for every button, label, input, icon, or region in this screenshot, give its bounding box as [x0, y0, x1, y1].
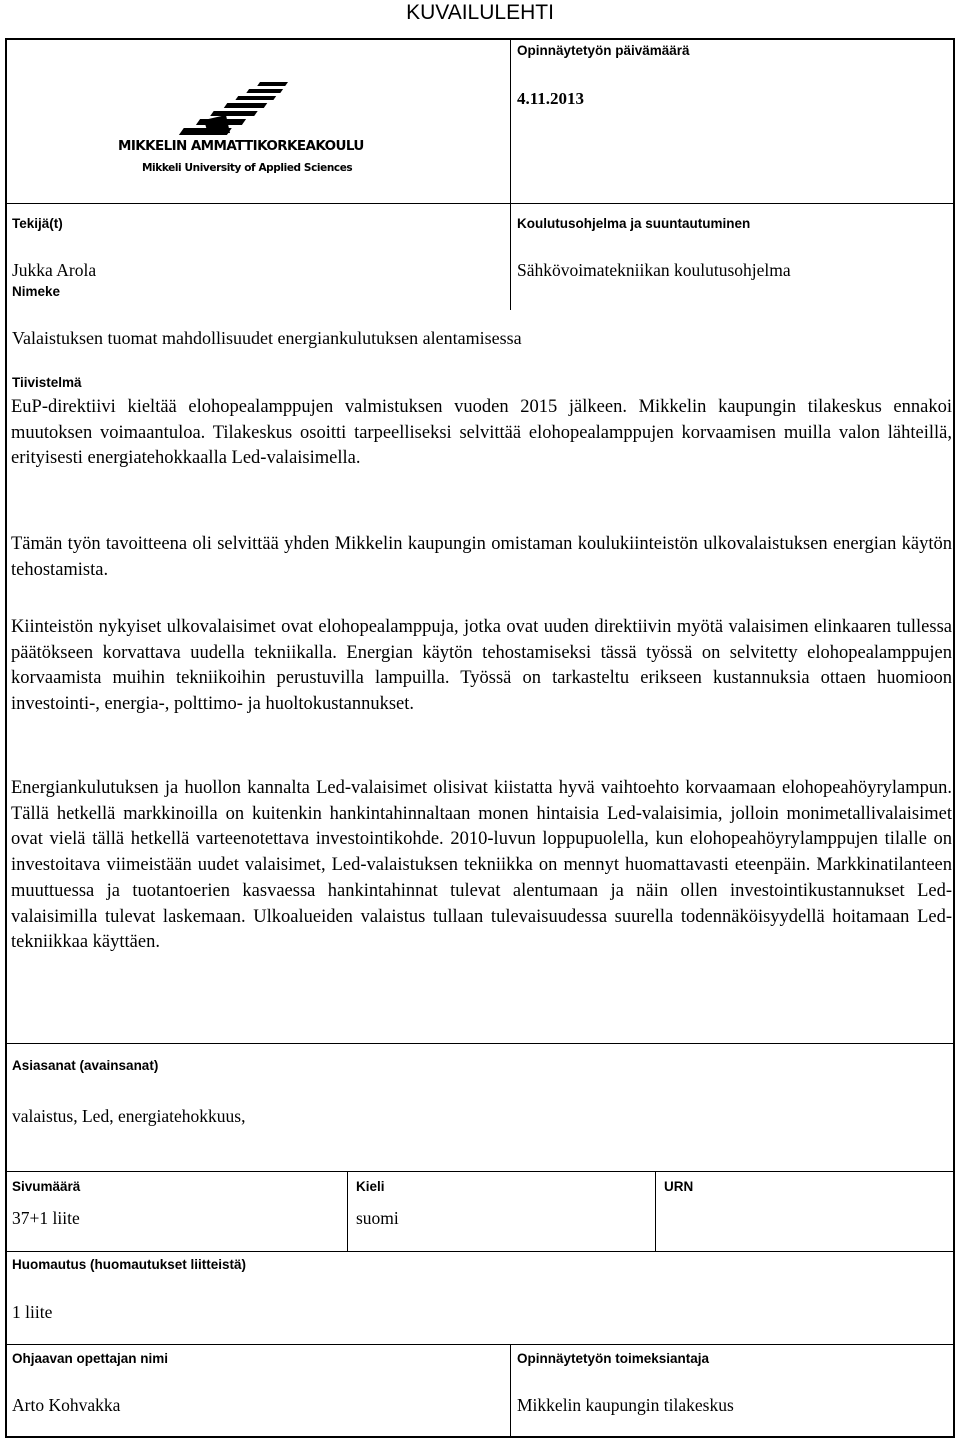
- program-label: Koulutusohjelma ja suuntautuminen: [517, 216, 751, 231]
- language-value: suomi: [356, 1208, 399, 1228]
- program-value: Sähkövoimatekniikan koulutusohjelma: [517, 260, 791, 280]
- logo-subtitle: Mikkeli University of Applied Sciences: [142, 162, 353, 174]
- abstract-paragraph: Kiinteistön nykyiset ulkovalaisimet ovat elohopealamppuja, jotka ovat uuden direktiivin myötä valaisimen elinkaaren tullessa päätökseen korvattava uudella tekniikalla. Energian käytön tehostamiseksi tässä työssä on selvitetty elohopealamppujen korvaamista muihin tekniikoihin perustuvilla lampuilla. Työssä on tarkasteltu erikseen kustannuksia ottaen huomioon investointi-, energia-, polttimo- ja huoltokustannukset.: [11, 617, 952, 715]
- urn-label: URN: [664, 1179, 694, 1194]
- abstract-paragraph: EuP-direktiivi kieltää elohopealamppujen valmistuksen vuoden 2015 jälkeen. Mikkelin kaupungin tilakeskus ennakoi muutoksen voimaantuloa. Tilakeskus osoitti tarpeelliseksi selvittää elohopealamppujen korvaamisen muilla valon lähteillä, erityisesti energiatehokkaalla Led-valaisimella.: [11, 397, 952, 469]
- keywords-label: [12, 1058, 158, 1074]
- pages-divider: [347, 1172, 348, 1251]
- header-divider: [510, 40, 511, 310]
- thesis-name-label: Nimeke: [12, 284, 61, 299]
- language-divider: [655, 1172, 656, 1251]
- pages-value: 37+1 liite: [12, 1208, 80, 1228]
- wave-emblem-icon: [118, 78, 360, 138]
- keywords-value: valaistus, Led, energiatehokkuus,: [12, 1106, 246, 1126]
- supervisor-value: Arto Kohvakka: [12, 1395, 121, 1415]
- notes-label: Huomautus (huomautukset liitteistä): [12, 1257, 247, 1272]
- header-bottom-rule: [7, 203, 953, 204]
- abstract-label: Tiivistelmä: [12, 375, 82, 390]
- supervisor-label: Ohjaavan opettajan nimi: [12, 1351, 169, 1366]
- supervisor-divider: [510, 1345, 511, 1437]
- notes-value: 1 liite: [12, 1302, 53, 1322]
- keywords-label-text: Asiasanat (avainsanat): [12, 1058, 159, 1073]
- abstract-paragraph: Tämän työn tavoitteena oli selvittää yhden Mikkelin kaupungin omistaman koulukiinteistön ulkovalaistuksen energian käytön tehostamista.: [11, 534, 952, 580]
- author-label: Tekijä(t): [12, 216, 63, 231]
- language-label: Kieli: [356, 1179, 385, 1194]
- pages-bottom-rule: [7, 1251, 953, 1252]
- commissioner-value: Mikkelin kaupungin tilakeskus: [517, 1395, 734, 1415]
- abstract-bottom-rule: [7, 1043, 953, 1044]
- form-frame: [5, 38, 955, 1438]
- thesis-title: Valaistuksen tuomat mahdollisuudet energiankulutuksen alentamisessa: [12, 328, 522, 348]
- logo-name: MIKKELIN AMMATTIKORKEAKOULU: [118, 138, 364, 154]
- keywords-bottom-rule: [7, 1171, 953, 1172]
- abstract-paragraph: Energiankulutuksen ja huollon kannalta Led-valaisimet olisivat kiistatta hyvä vaihtoehto korvaamaan elohopeahöyrylampun. Tällä hetkellä markkinoilla on kuitenkin hankintahinnaltaan monen hintaisia Led-valaisimia, jolloin monimetallivalaisimet ovat vielä tällä hetkellä varteenotettava investointikohde. 2010-luvun loppupuolella, kun elohopeahöyrylamppujen tilalle on investoitava viimeistään uudet valaisimet, Led-valaistuksen tekniikka on mennyt huomattavasti eteenpäin. Markkinatilanteen muuttuessa ja tuotantoerien kasvaessa hankintahinnat tulevat alentumaan ja näin ollen investointikustannukset Led-valaisimilla tulevat laskemaan. Ulkoalueiden valaistus tullaan tulevaisuudessa suurella todennäköisyydellä hoitamaan Led-tekniikkaa käyttäen.: [11, 778, 952, 953]
- document-title: KUVAILULEHTI: [406, 1, 554, 24]
- notes-bottom-rule: [7, 1344, 953, 1345]
- date-label: Opinnäytetyön päivämäärä: [517, 43, 690, 58]
- pages-label: Sivumäärä: [12, 1179, 81, 1194]
- author-value: Jukka Arola: [12, 260, 97, 280]
- commissioner-label: Opinnäytetyön toimeksiantaja: [517, 1351, 710, 1366]
- university-logo: [118, 78, 363, 186]
- date-value: 4.11.2013: [517, 89, 585, 108]
